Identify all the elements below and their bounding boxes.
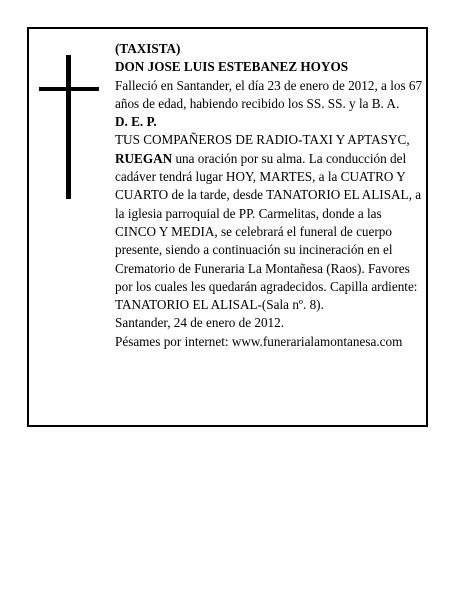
latin-cross-icon <box>39 55 99 199</box>
death-statement: Falleció en Santander, el día 23 de enero de 2012, a los 67 años de edad, habiendo recibido los SS. SS. y la B. A. <box>115 77 423 111</box>
place-date: Santander, 24 de enero de 2012. <box>115 315 285 331</box>
dep-label: D. E. P. <box>115 114 157 130</box>
deceased-name: DON JOSE LUIS ESTEBANEZ HOYOS <box>115 59 349 75</box>
funeral-details <box>115 150 423 315</box>
condolences-line: Pésames por internet: www.funerarialamontanesa.com <box>115 333 403 349</box>
profession-label: (TAXISTA) <box>115 41 181 56</box>
notice-body <box>115 40 423 351</box>
request-word: RUEGAN <box>115 150 173 166</box>
obituary-notice <box>27 27 428 427</box>
cross-vertical-bar <box>66 55 71 199</box>
cross-horizontal-bar <box>39 87 99 91</box>
mourners-line: TUS COMPAÑEROS DE RADIO-TAXI Y APTASYC, <box>115 132 410 148</box>
request-text: una oración por su alma. La conducción del cadáver tendrá lugar HOY, MARTES, a la CUATRO Y CUARTO de la tarde, desde TANATORIO EL ALISAL, a la iglesia parroquial de PP. Carmelitas, donde a las CINCO Y MEDIA, se celebrará el funeral de cuerpo presente, siendo a continuación su incineración en el Crematorio de Funeraria La Montañesa (Raos). Favores por los cuales les quedarán agradecidos. Capilla ardiente: TANATORIO EL ALISAL-(Sala nº. 8). <box>115 150 422 313</box>
